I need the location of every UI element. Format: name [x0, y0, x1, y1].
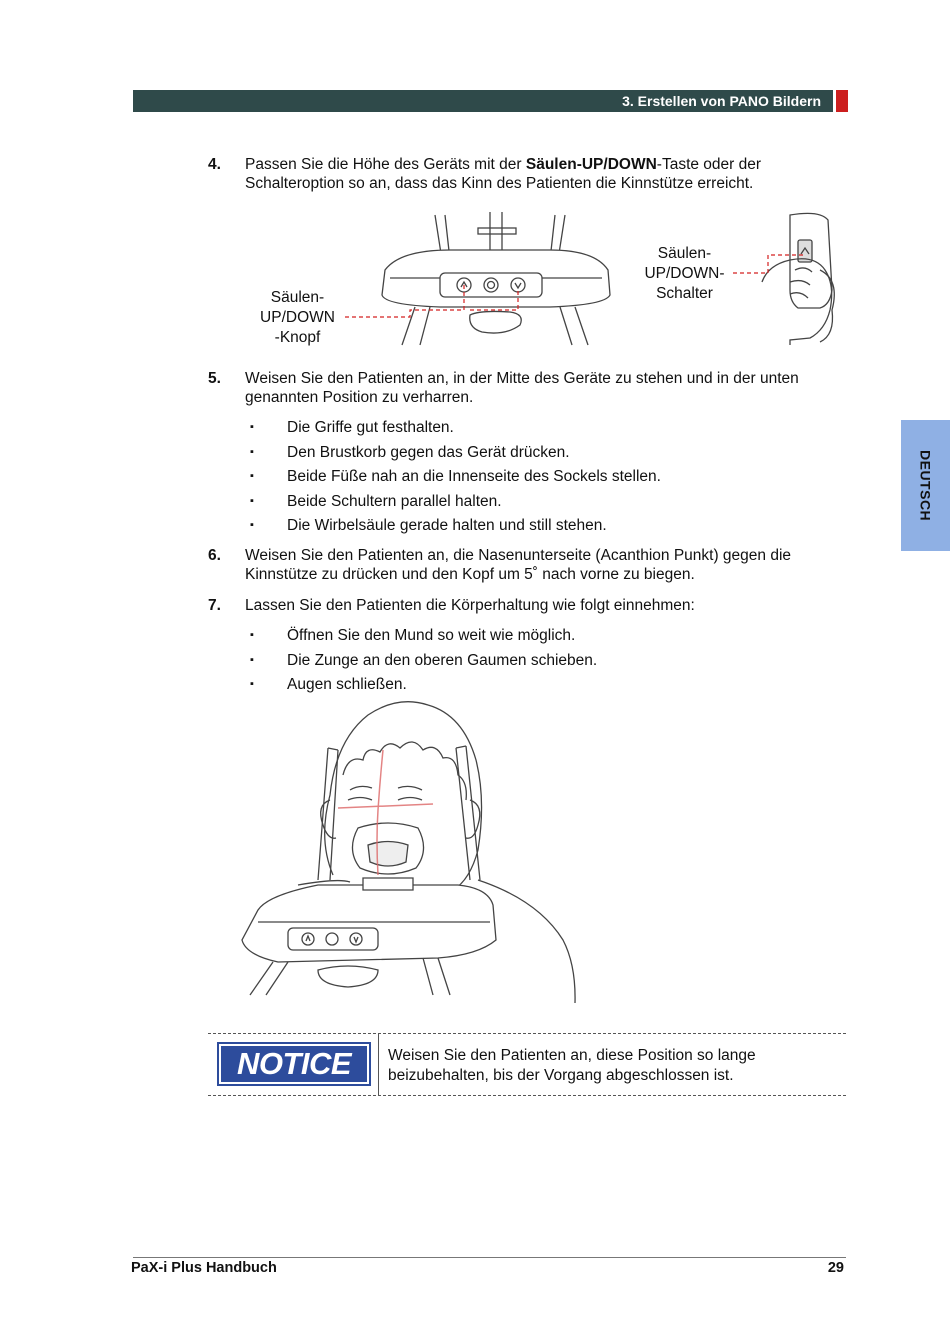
language-tab-label: DEUTSCH: [917, 449, 934, 522]
notice-divider: [378, 1034, 379, 1095]
footer-manual-title: PaX-i Plus Handbuch: [131, 1260, 277, 1276]
step-number: 6.: [208, 547, 221, 564]
knob-label: Säulen- UP/DOWN -Knopf: [260, 289, 335, 346]
step-bold-term: Säulen-UP/DOWN: [525, 156, 657, 173]
notice-top-rule: [208, 1033, 846, 1034]
step-text: Lassen Sie den Patienten die Körperhaltung wie folgt einnehmen:: [245, 597, 695, 614]
section-header: [133, 90, 833, 112]
step-number: 7.: [208, 597, 221, 614]
section-title: 3. Erstellen von PANO Bildern: [622, 93, 821, 109]
footer-rule: [133, 1257, 846, 1258]
step-number: 5.: [208, 370, 221, 387]
step-text: Weisen Sie den Patienten an, die Nasenunterseite (Acanthion Punkt) gegen die Kinnstütze zu drücken und den Kopf um 5˚ nach vorne zu biegen.: [245, 547, 792, 583]
step-number: 4.: [208, 156, 221, 173]
notice-text: Weisen Sie den Patienten an, diese Position so lange beizubehalten, bis der Vorgang abgeschlossen ist.: [388, 1047, 756, 1084]
patient-position-illustration: [238, 700, 583, 1005]
header-accent-block: [836, 90, 848, 112]
notice-bottom-rule: [208, 1095, 846, 1096]
language-tab: [901, 420, 950, 551]
step-text: Weisen Sie den Patienten an, in der Mitte des Geräte zu stehen und in der unten genannten Position zu verharren.: [245, 370, 799, 406]
step-text: Passen Sie die Höhe des Geräts mit der Säulen-UP/DOWN-Taste oder der Schalteroption so an, dass das Kinn des Patienten die Kinnstütze erreicht.: [245, 156, 762, 192]
switch-label: Säulen- UP/DOWN- Schalter: [644, 245, 725, 302]
notice-badge: NOTICE: [219, 1044, 369, 1084]
page-number: 29: [827, 1260, 844, 1276]
